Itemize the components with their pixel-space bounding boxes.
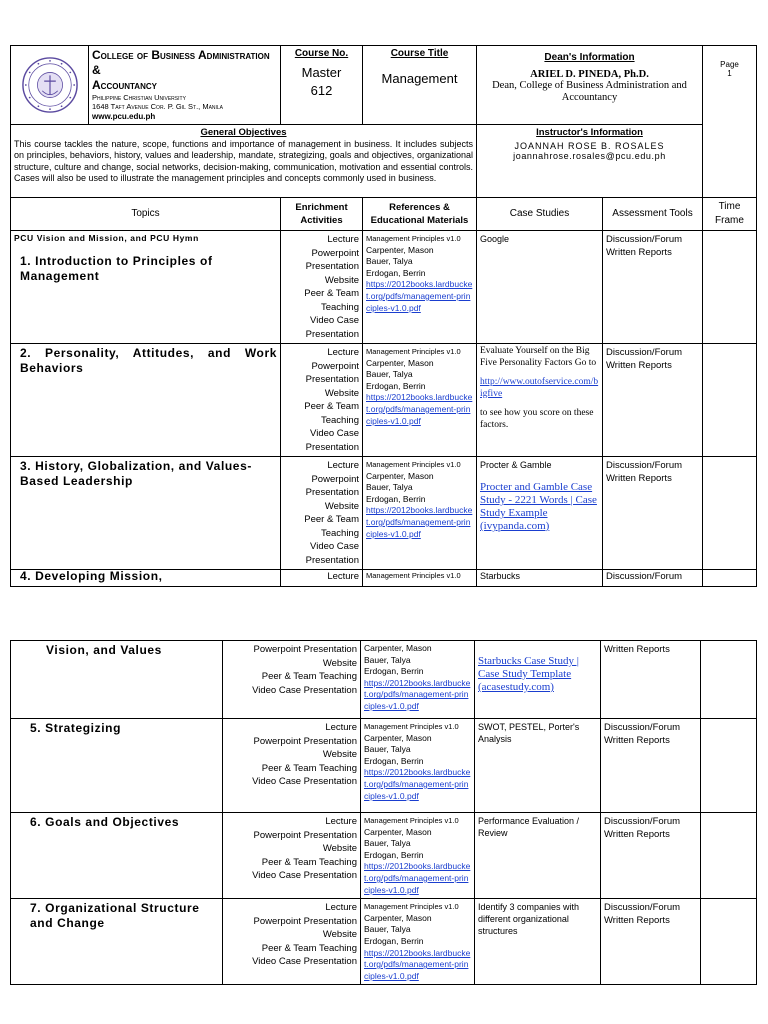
table-row xyxy=(11,641,757,719)
enrichment-item: Peer & Team Teaching xyxy=(261,856,357,868)
course-title-label: Course Title xyxy=(390,48,449,59)
table-row xyxy=(11,719,757,813)
enrichment-item: Peer & Team Teaching xyxy=(261,942,357,954)
enrichment-item: Powerpoint Presentation xyxy=(305,247,359,272)
reference-link[interactable]: https://2012books.lardbucket.org/pdfs/management-principles-v1.0.pdf xyxy=(364,677,471,711)
reference-author: Carpenter, Mason xyxy=(364,732,432,743)
reference-link[interactable]: https://2012books.lardbucket.org/pdfs/management-principles-v1.0.pdf xyxy=(364,947,471,981)
university-address: 1648 Taft Avenue Cor. P. Gil St., Manila xyxy=(92,102,224,111)
assessment-cell xyxy=(601,719,701,813)
enrichment-item: Powerpoint Presentation xyxy=(253,644,357,655)
time-frame-cell xyxy=(701,641,757,719)
page-cell xyxy=(703,46,757,198)
assessment-cell xyxy=(603,231,703,344)
table-row xyxy=(11,231,757,344)
assessment-item: Discussion/Forum xyxy=(604,902,681,914)
topic-title: 7. Organizational Structure and Change xyxy=(30,901,200,931)
enrichment-item: Lecture xyxy=(325,816,357,827)
table-row xyxy=(11,813,757,899)
enrichment-item: Video Case Presentation xyxy=(252,956,357,968)
time-frame-cell xyxy=(703,457,757,570)
enrichment-item: Website xyxy=(324,274,359,286)
time-frame-cell xyxy=(701,813,757,899)
enrichment-cell xyxy=(281,570,363,587)
instructor-name: JOANNAH ROSE B. ROSALES xyxy=(514,141,665,151)
dean-info-cell xyxy=(477,46,703,125)
assessment-item: Written Reports xyxy=(604,735,670,746)
reference-author: Erdogan, Berrin xyxy=(366,380,426,391)
assessment-item: Written Reports xyxy=(606,473,672,484)
syllabus-table-page2 xyxy=(10,640,757,985)
time-frame-cell xyxy=(703,231,757,344)
time-frame-cell xyxy=(703,344,757,457)
reference-author: Bauer, Talya xyxy=(366,369,413,380)
university-website: www.pcu.edu.ph xyxy=(92,112,156,121)
reference-author: Erdogan, Berrin xyxy=(364,935,424,946)
reference-author: Bauer, Talya xyxy=(364,838,411,849)
case-link[interactable]: Starbucks Case Study | Case Study Template (acasestudy.com) xyxy=(478,655,579,693)
case-text: SWOT, PESTEL, Porter's Analysis xyxy=(478,722,580,744)
dean-label: Dean's Information xyxy=(544,52,635,63)
topic-cell xyxy=(11,813,223,899)
objectives-label: General Objectives xyxy=(200,127,287,138)
enrichment-cell xyxy=(281,457,363,570)
enrichment-item: Peer & Team Teaching xyxy=(304,288,359,313)
enrichment-item: Lecture xyxy=(327,460,359,471)
enrichment-item: Website xyxy=(322,749,357,760)
course-title-value: Management xyxy=(381,71,458,86)
dean-title: Dean, College of Business Administration and Accountancy xyxy=(492,80,687,103)
dean-name: ARIEL D. PINEDA, Ph.D. xyxy=(530,69,649,80)
reference-author: Bauer, Talya xyxy=(364,924,411,935)
reference-author: Erdogan, Berrin xyxy=(366,267,426,278)
enrichment-item: Powerpoint Presentation xyxy=(305,473,359,498)
university-name: Philippine Christian University xyxy=(92,93,186,102)
instructor-email: joannahrose.rosales@pcu.edu.ph xyxy=(513,151,666,161)
case-text: Evaluate Yourself on the Big Five Personality Factors Go to xyxy=(480,346,597,368)
enrichment-item: Powerpoint Presentation xyxy=(253,735,357,747)
topic-title: 5. Strategizing xyxy=(30,721,122,735)
reference-link[interactable]: https://2012books.lardbucket.org/pdfs/management-principles-v1.0.pdf xyxy=(366,505,473,539)
topic-cell xyxy=(11,719,223,813)
reference-link[interactable]: https://2012books.lardbucket.org/pdfs/management-principles-v1.0.pdf xyxy=(364,767,471,801)
assessment-cell xyxy=(601,813,701,899)
topic-title: Vision, and Values xyxy=(46,643,162,657)
topic-cell xyxy=(11,231,281,344)
reference-author: Erdogan, Berrin xyxy=(364,849,424,860)
col-header-enrichment: Enrichment Activities xyxy=(281,198,363,231)
enrichment-item: Video Case Presentation xyxy=(252,870,357,881)
reference-title: Management Principles v1.0 xyxy=(366,234,461,243)
page-number: 1 xyxy=(727,69,732,78)
course-title-cell xyxy=(363,46,477,125)
syllabus-table-page1 xyxy=(10,45,757,587)
assessment-item: Discussion/Forum xyxy=(604,816,681,827)
table-row xyxy=(11,899,757,985)
enrichment-item: Lecture xyxy=(327,347,359,358)
reference-link[interactable]: https://2012books.lardbucket.org/pdfs/management-principles-v1.0.pdf xyxy=(364,861,471,895)
assessment-cell xyxy=(603,570,703,587)
enrichment-item: Lecture xyxy=(325,722,357,733)
assessment-item: Discussion/Forum xyxy=(604,722,681,733)
assessment-item: Discussion/Forum xyxy=(606,347,683,358)
university-seal xyxy=(11,46,89,125)
case-text: Identify 3 companies with different organizational structures xyxy=(478,902,580,937)
topic-cell xyxy=(11,570,281,587)
table-row xyxy=(11,457,757,570)
enrichment-item: Peer & Team Teaching xyxy=(304,401,359,426)
reference-author: Bauer, Talya xyxy=(366,482,413,493)
topic-cell xyxy=(11,457,281,570)
reference-author: Carpenter, Mason xyxy=(366,244,434,255)
reference-author: Bauer, Talya xyxy=(364,744,411,755)
case-text: Procter & Gamble xyxy=(480,460,552,470)
case-text: to see how you score on these factors. xyxy=(480,408,594,430)
reference-cell xyxy=(363,457,477,570)
enrichment-cell xyxy=(223,719,361,813)
case-text: Performance Evaluation / Review xyxy=(478,816,580,838)
reference-cell xyxy=(363,570,477,587)
reference-author: Carpenter, Mason xyxy=(366,470,434,481)
reference-cell xyxy=(361,813,475,899)
enrichment-cell xyxy=(223,813,361,899)
college-info xyxy=(89,46,281,125)
college-name-line1: College of Business Administration & xyxy=(92,48,270,77)
enrichment-item: Lecture xyxy=(327,234,359,245)
reference-cell xyxy=(361,641,475,719)
reference-cell xyxy=(361,719,475,813)
topic-cell xyxy=(11,899,223,985)
time-frame-cell xyxy=(703,570,757,587)
assessment-item: Written Reports xyxy=(606,360,672,371)
assessment-item: Discussion/Forum xyxy=(606,460,683,471)
assessment-item: Discussion/Forum xyxy=(606,234,683,245)
assessment-item: Discussion/Forum xyxy=(606,571,683,582)
college-name-line2: Accountancy xyxy=(92,78,157,92)
enrichment-item: Powerpoint Presentation xyxy=(253,915,357,927)
enrichment-item: Peer & Team Teaching xyxy=(261,762,357,774)
course-no-label: Course No. xyxy=(294,48,349,59)
col-header-assessment: Assessment Tools xyxy=(603,198,703,231)
objectives-text: This course tackles the nature, scope, functions and importance of management in business. It includes subjects on principles, behaviors, history, values and leadership, mandate, strategizing, goals and objectives, organizational structure, culture and change, social networks, decision-making, communication, motivation and essential controls. Cases will also be used to illustrate the management principles and concepts commonly used in business. xyxy=(14,138,473,183)
case-cell xyxy=(477,344,603,457)
case-cell xyxy=(477,570,603,587)
reference-author: Bauer, Talya xyxy=(364,654,411,665)
enrichment-item: Website xyxy=(322,843,357,854)
case-cell xyxy=(475,813,601,899)
topic-cell xyxy=(11,641,223,719)
topic-title: 3. History, Globalization, and Values-Based Leadership xyxy=(20,459,252,488)
enrichment-item: Lecture xyxy=(327,571,359,582)
time-frame-cell xyxy=(701,719,757,813)
case-cell xyxy=(475,899,601,985)
table-row xyxy=(11,344,757,457)
case-text: Starbucks xyxy=(480,571,521,581)
reference-author: Carpenter, Mason xyxy=(364,643,432,653)
page-label: Page xyxy=(720,60,739,69)
assessment-item: Written Reports xyxy=(604,829,670,840)
enrichment-item: Lecture xyxy=(325,902,357,914)
case-cell xyxy=(477,231,603,344)
case-link[interactable]: http://www.outofservice.com/bigfive xyxy=(480,377,599,399)
topic-title: 1. Introduction to Principles of Management xyxy=(20,254,213,283)
topic-pre: PCU Vision and Mission, and PCU Hymn xyxy=(14,233,199,243)
assessment-item: Written Reports xyxy=(604,644,670,655)
case-cell xyxy=(475,719,601,813)
topic-title: 2. Personality, Attitudes, and Work Behaviors xyxy=(20,346,277,375)
reference-author: Carpenter, Mason xyxy=(364,912,432,923)
enrichment-item: Video Case Presentation xyxy=(252,684,357,696)
reference-author: Carpenter, Mason xyxy=(364,826,432,837)
case-cell xyxy=(477,457,603,570)
reference-author: Carpenter, Mason xyxy=(366,357,434,368)
reference-author: Erdogan, Berrin xyxy=(364,755,424,766)
col-header-references: References & Educational Materials xyxy=(363,198,477,231)
col-header-case-studies: Case Studies xyxy=(477,198,603,231)
reference-author: Erdogan, Berrin xyxy=(364,666,424,677)
assessment-cell xyxy=(601,899,701,985)
enrichment-item: Video Case Presentation xyxy=(305,428,359,453)
reference-author: Erdogan, Berrin xyxy=(366,493,426,504)
topic-title: 6. Goals and Objectives xyxy=(30,815,180,829)
reference-title: Management Principles v1.0 xyxy=(364,722,459,731)
topic-title: 4. Developing Mission, xyxy=(20,569,163,583)
enrichment-item: Video Case Presentation xyxy=(305,541,359,566)
reference-author: Bauer, Talya xyxy=(366,256,413,267)
course-no-cell xyxy=(281,46,363,125)
reference-link[interactable]: https://2012books.lardbucket.org/pdfs/management-principles-v1.0.pdf xyxy=(366,279,473,313)
enrichment-item: Powerpoint Presentation xyxy=(253,829,357,841)
instructor-label: Instructor's Information xyxy=(536,127,643,138)
reference-cell xyxy=(363,231,477,344)
enrichment-item: Peer & Team Teaching xyxy=(304,514,359,539)
case-text: Google xyxy=(480,234,510,244)
col-header-time-frame: Time Frame xyxy=(703,198,757,231)
col-header-topics: Topics xyxy=(11,198,281,231)
enrichment-item: Website xyxy=(324,500,359,512)
assessment-cell xyxy=(601,641,701,719)
assessment-cell xyxy=(603,457,703,570)
enrichment-cell xyxy=(223,641,361,719)
reference-title: Management Principles v1.0 xyxy=(366,571,461,580)
case-link[interactable]: Procter and Gamble Case Study - 2221 Words | Case Study Example (ivypanda.com) xyxy=(480,481,597,532)
reference-title: Management Principles v1.0 xyxy=(366,460,461,469)
enrichment-item: Website xyxy=(324,387,359,399)
reference-link[interactable]: https://2012books.lardbucket.org/pdfs/management-principles-v1.0.pdf xyxy=(366,392,473,426)
assessment-item: Written Reports xyxy=(606,247,672,258)
reference-title: Management Principles v1.0 xyxy=(364,816,459,825)
enrichment-item: Powerpoint Presentation xyxy=(305,360,359,385)
case-cell xyxy=(475,641,601,719)
reference-title: Management Principles v1.0 xyxy=(364,902,459,912)
topic-cell xyxy=(11,344,281,457)
assessment-item: Written Reports xyxy=(604,915,670,927)
enrichment-cell xyxy=(281,344,363,457)
reference-cell xyxy=(363,344,477,457)
enrichment-item: Peer & Team Teaching xyxy=(261,671,357,682)
enrichment-cell xyxy=(223,899,361,985)
table-row xyxy=(11,570,757,587)
enrichment-item: Video Case Presentation xyxy=(305,315,359,340)
enrichment-item: Website xyxy=(322,929,357,941)
reference-cell xyxy=(361,899,475,985)
enrichment-item: Website xyxy=(322,657,357,669)
course-no-value: Master 612 xyxy=(301,65,342,98)
reference-title: Management Principles v1.0 xyxy=(366,347,461,356)
enrichment-cell xyxy=(281,231,363,344)
instructor-info xyxy=(477,125,703,198)
assessment-cell xyxy=(603,344,703,457)
time-frame-cell xyxy=(701,899,757,985)
enrichment-item: Video Case Presentation xyxy=(252,776,357,787)
general-objectives xyxy=(11,125,477,198)
